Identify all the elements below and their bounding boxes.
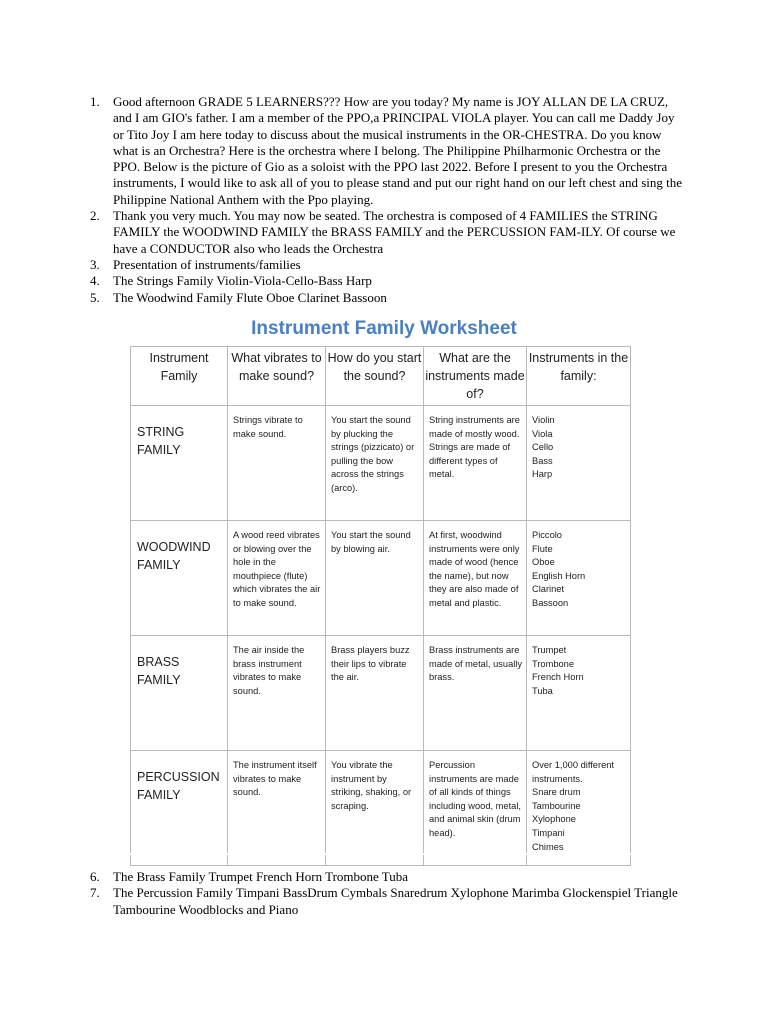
list-text: The Percussion Family Timpani BassDrum Cymbals Snaredrum Xylophone Marimba Glockenspiel Triangle Tambourine Woodblocks and Piano xyxy=(113,885,678,917)
list-item xyxy=(84,208,684,257)
family-cell: WOODWIND FAMILY xyxy=(131,521,228,636)
instrument-item: Trumpet xyxy=(532,645,567,655)
vibrates-cell: The instrument itself vibrates to make sound. xyxy=(228,751,326,866)
instrument-item: French Horn xyxy=(532,672,584,683)
header-how-start: How do you start the sound? xyxy=(326,347,424,406)
instrument-item: Clarinet xyxy=(532,584,565,595)
instrument-item: Tuba xyxy=(532,685,553,696)
vibrates-cell: The air inside the brass instrument vibrates to make sound. xyxy=(228,636,326,751)
list-text: Thank you very much. You may now be seated. The orchestra is composed of 4 FAMILIES the STRING FAMILY the WOODWIND FAMILY the BRASS FAMILY and the PERCUSSION FAM-ILY. Of course we have a CONDUCTOR also who leads the Orchestra xyxy=(113,208,676,256)
list-item xyxy=(84,273,684,289)
instrument-item: Bassoon xyxy=(532,597,569,608)
list-number: 2. xyxy=(90,208,100,224)
list-number: 5. xyxy=(90,289,100,305)
made-of-cell: At first, woodwind instruments were only made of wood (hence the name), but now they are also made of metal and plastic. xyxy=(424,521,527,636)
list-number: 1. xyxy=(90,94,100,109)
list-item xyxy=(84,94,684,208)
list-text: Good afternoon GRADE 5 LEARNERS??? How are you today? My name is JOY ALLAN DE LA CRUZ, and I am GIO's father. I am a member of the PPO,a PRINCIPAL VIOLA player. You can call me Daddy Joy or Tito Joy I am here today to discuss about the musical instruments in the OR-CHESTRA. Do you know what is an Orchestra? Here is the orchestra where I belong. The Philippine Philharmonic Orchestra or the PPO. Below is the picture of Gio as a soloist with the PPO last 2022. Before I present to you the Orchestra instruments, I would like to ask all of you to please stand and put our right hand on our left chest and sing the Philippine National Anthem with the Ppo playing. xyxy=(113,94,683,207)
family-cell: BRASS FAMILY xyxy=(131,636,228,751)
table-row xyxy=(131,521,631,636)
family-cell: PERCUSSION FAMILY xyxy=(131,751,228,866)
vibrates-cell: A wood reed vibrates or blowing over the hole in the mouthpiece (flute) which vibrates the air to make sound. xyxy=(228,521,326,636)
header-instrument-family: Instrument Family xyxy=(131,347,228,406)
table-row xyxy=(131,751,631,866)
list-item xyxy=(84,257,684,273)
instrument-item: Viola xyxy=(532,428,553,439)
worksheet-title: Instrument Family Worksheet xyxy=(251,318,517,339)
instrument-item: Piccolo xyxy=(532,530,562,540)
worksheet-body xyxy=(131,406,631,866)
instrument-item: Timpani xyxy=(532,827,565,838)
instruments-cell xyxy=(527,636,631,751)
instrument-item: English Horn xyxy=(532,570,586,581)
instrument-item: Bass xyxy=(532,455,553,466)
instrument-item: Oboe xyxy=(532,557,555,568)
table-row xyxy=(131,406,631,521)
start-cell: Brass players buzz their lips to vibrate the air. xyxy=(326,636,424,751)
start-cell: You vibrate the instrument by striking, shaking, or scraping. xyxy=(326,751,424,866)
instrument-item: Trombone xyxy=(532,658,575,669)
instrument-item: Violin xyxy=(532,415,555,425)
table-row xyxy=(131,636,631,751)
intro-list xyxy=(84,94,684,306)
list-item xyxy=(84,885,684,918)
worksheet-table xyxy=(130,346,631,866)
instruments-cell xyxy=(527,751,631,866)
outro-list xyxy=(84,869,684,918)
header-made-of: What are the instruments made of? xyxy=(424,347,527,406)
instruments-cell xyxy=(527,521,631,636)
list-text: Presentation of instruments/families xyxy=(113,256,301,272)
family-cell: STRING FAMILY xyxy=(131,406,228,521)
list-number: 6. xyxy=(90,869,100,884)
instrument-item: Snare drum xyxy=(532,787,581,798)
divider xyxy=(130,853,631,855)
list-number: 3. xyxy=(90,256,100,272)
instrument-item: Tambourine xyxy=(532,800,581,811)
instrument-item: Xylophone xyxy=(532,814,576,825)
instrument-item: Harp xyxy=(532,469,553,480)
instruments-cell xyxy=(527,406,631,521)
made-of-cell: Brass instruments are made of metal, usually brass. xyxy=(424,636,527,751)
list-number: 7. xyxy=(90,885,100,901)
list-item xyxy=(84,290,684,306)
list-number: 4. xyxy=(90,273,100,289)
header-instruments: Instruments in the family: xyxy=(527,347,631,406)
instrument-item: Cello xyxy=(532,442,554,453)
list-text: The Brass Family Trumpet French Horn Trombone Tuba xyxy=(113,869,409,884)
table-header-row xyxy=(131,347,631,406)
vibrates-cell: Strings vibrate to make sound. xyxy=(228,406,326,521)
header-what-vibrates: What vibrates to make sound? xyxy=(228,347,326,406)
list-item xyxy=(84,869,684,885)
instrument-item: Flute xyxy=(532,543,553,554)
made-of-cell: Percussion instruments are made of all kinds of things including wood, metal, and animal skin (drum head). xyxy=(424,751,527,866)
list-text: The Woodwind Family Flute Oboe Clarinet Bassoon xyxy=(113,289,387,305)
list-text: The Strings Family Violin-Viola-Cello-Bass Harp xyxy=(113,273,372,289)
instrument-item: Over 1,000 different instruments. xyxy=(532,760,615,784)
start-cell: You start the sound by blowing air. xyxy=(326,521,424,636)
start-cell: You start the sound by plucking the strings (pizzicato) or pulling the bow across the strings (arco). xyxy=(326,406,424,521)
made-of-cell: String instruments are made of mostly wood. Strings are made of different types of metal. xyxy=(424,406,527,521)
instrument-item: Chimes xyxy=(532,841,564,852)
